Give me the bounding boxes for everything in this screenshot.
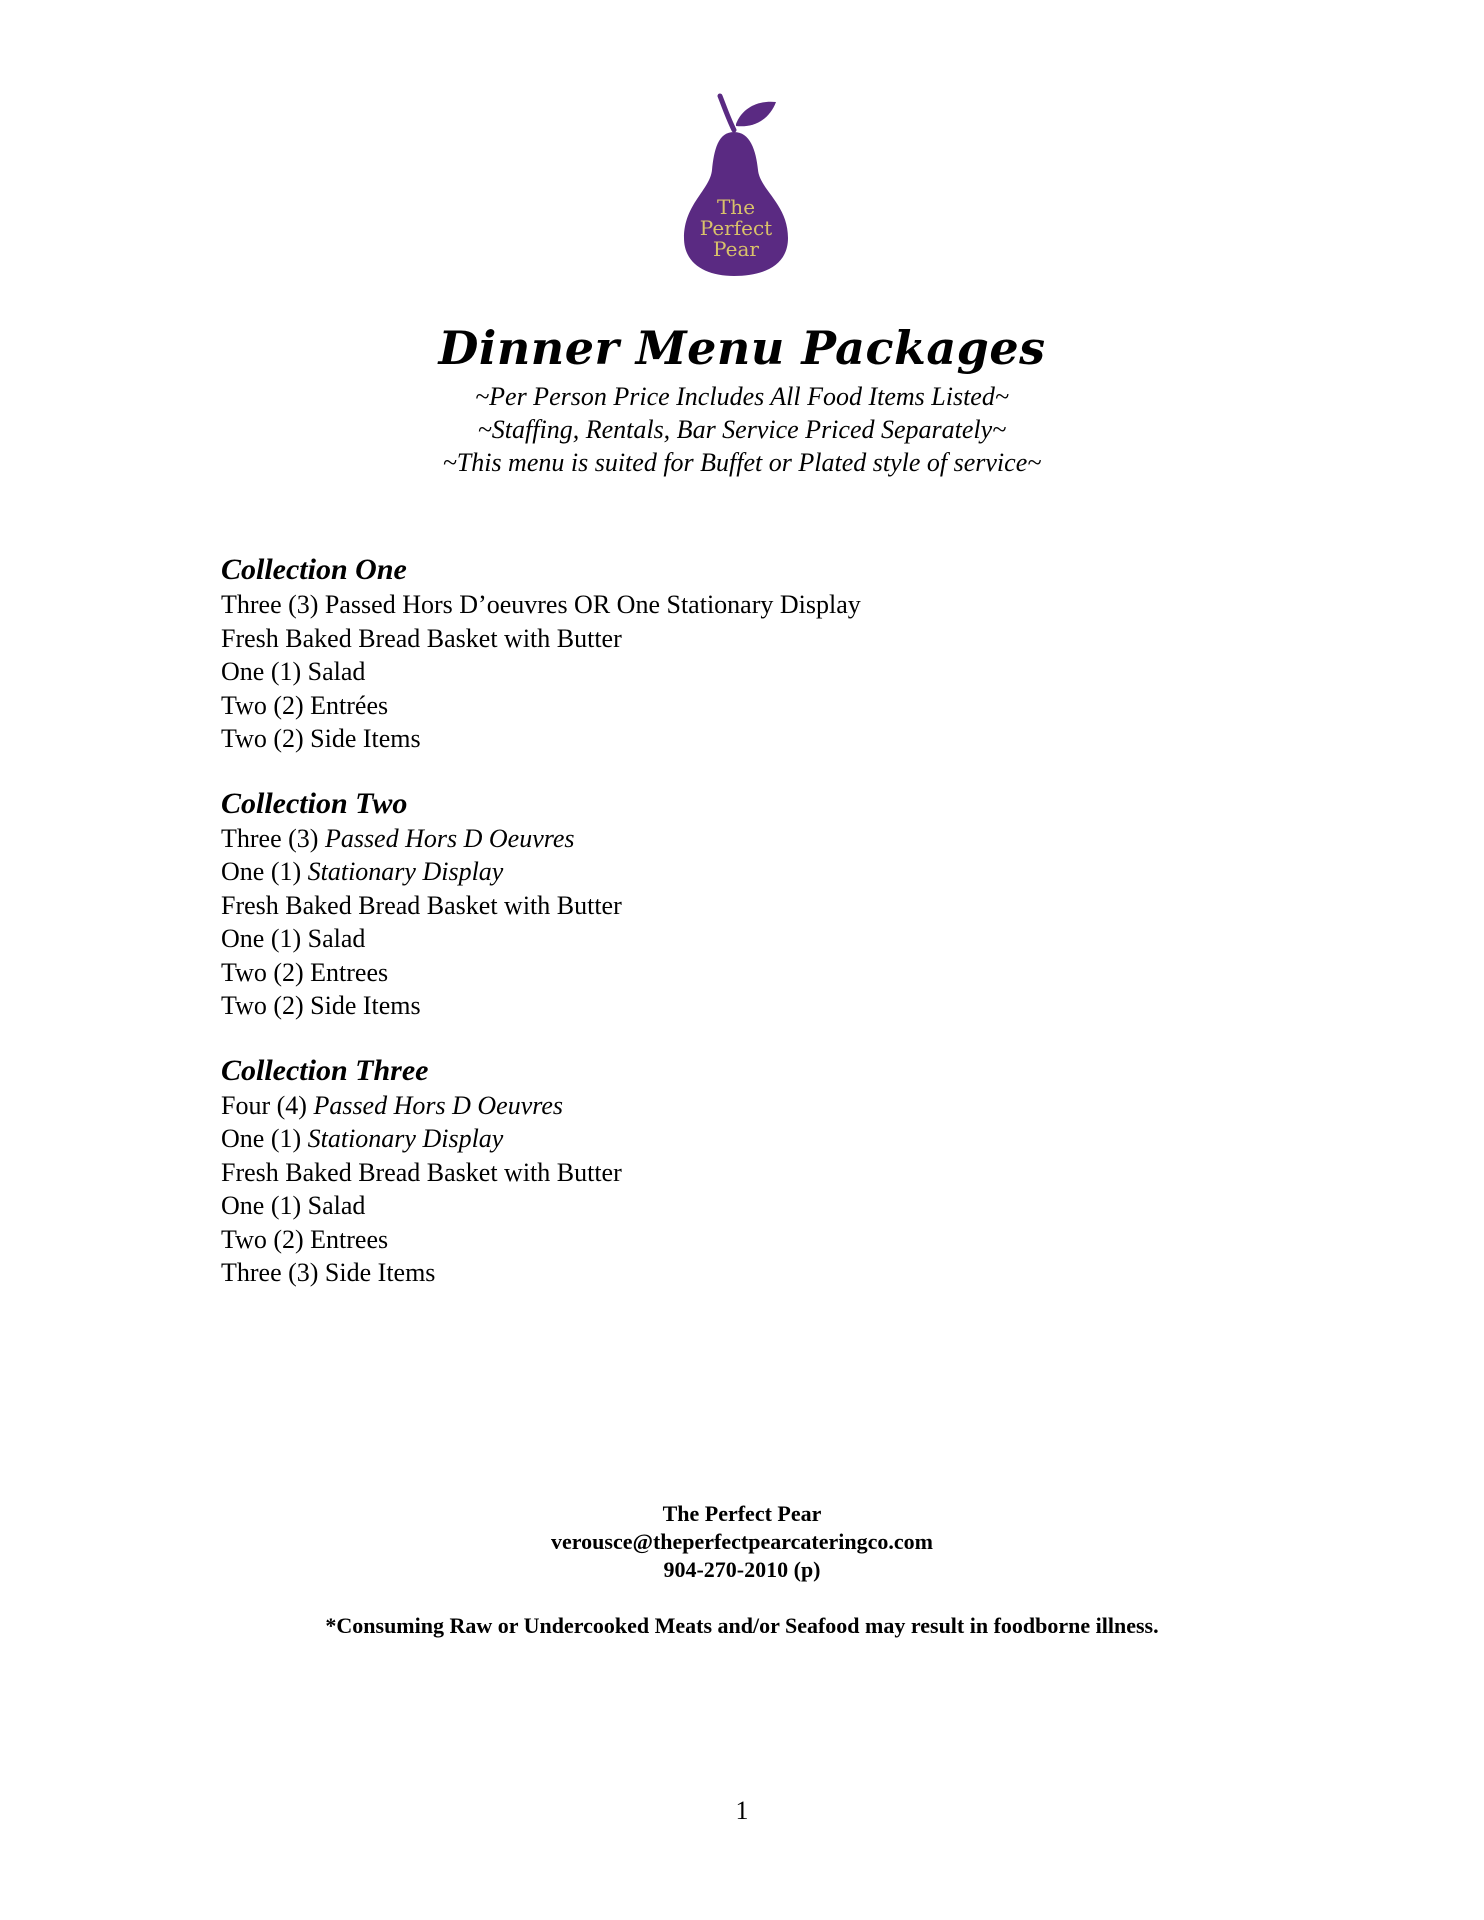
logo-text-line2: Perfect bbox=[699, 216, 773, 240]
menu-item: Two (2) Entrées bbox=[221, 690, 389, 720]
logo-text-line1: The bbox=[716, 195, 756, 219]
menu-item: Two (2) Entrees bbox=[221, 957, 389, 987]
collection-two bbox=[221, 786, 1321, 1023]
collection-title: Collection Two bbox=[221, 786, 408, 820]
page-title: Dinner Menu Packages bbox=[438, 321, 1046, 375]
menu-item: One (1) Stationary Display bbox=[221, 1124, 504, 1153]
page-number: 1 bbox=[735, 1796, 749, 1825]
subtitle-line: ~Per Person Price Includes All Food Items Listed~ bbox=[475, 382, 1009, 411]
contact-block bbox=[0, 1500, 1484, 1584]
company-name: The Perfect Pear bbox=[662, 1501, 822, 1526]
menu-item: Two (2) Entrees bbox=[221, 1224, 389, 1254]
contact-phone: 904-270-2010 (p) bbox=[663, 1557, 821, 1582]
collection-three bbox=[221, 1053, 1321, 1290]
logo-text-line3: Pear bbox=[713, 237, 759, 261]
collection-title: Collection One bbox=[221, 553, 407, 586]
menu-item: One (1) Salad bbox=[221, 1191, 366, 1220]
collections-list bbox=[221, 552, 1321, 1320]
menu-item: Two (2) Side Items bbox=[221, 724, 421, 753]
subtitle-line: ~Staffing, Rentals, Bar Service Priced Separately~ bbox=[477, 415, 1007, 444]
menu-item: Two (2) Side Items bbox=[221, 991, 421, 1020]
menu-item: Three (3) Passed Hors D Oeuvres bbox=[221, 823, 575, 853]
food-safety-disclaimer: *Consuming Raw or Undercooked Meats and/or Seafood may result in foodborne illness. bbox=[325, 1613, 1159, 1638]
menu-item: Fresh Baked Bread Basket with Butter bbox=[221, 623, 622, 653]
pear-logo-icon bbox=[680, 92, 798, 278]
menu-item: Fresh Baked Bread Basket with Butter bbox=[221, 890, 622, 920]
menu-item: One (1) Salad bbox=[221, 924, 366, 953]
subtitle-block bbox=[0, 380, 1484, 479]
collection-title: Collection Three bbox=[221, 1053, 429, 1087]
menu-item: One (1) Salad bbox=[221, 657, 366, 686]
menu-item: Three (3) Passed Hors D’oeuvres OR One Stationary Display bbox=[221, 590, 861, 619]
menu-item: Four (4) Passed Hors D Oeuvres bbox=[221, 1090, 564, 1120]
menu-item: Three (3) Side Items bbox=[221, 1258, 436, 1287]
subtitle-line: ~This menu is suited for Buffet or Plated style of service~ bbox=[442, 448, 1042, 477]
contact-email[interactable]: verousce@theperfectpearcateringco.com bbox=[551, 1529, 933, 1554]
company-logo bbox=[680, 92, 798, 278]
menu-item: One (1) Stationary Display bbox=[221, 857, 504, 886]
collection-one bbox=[221, 552, 1321, 756]
menu-item: Fresh Baked Bread Basket with Butter bbox=[221, 1157, 622, 1187]
